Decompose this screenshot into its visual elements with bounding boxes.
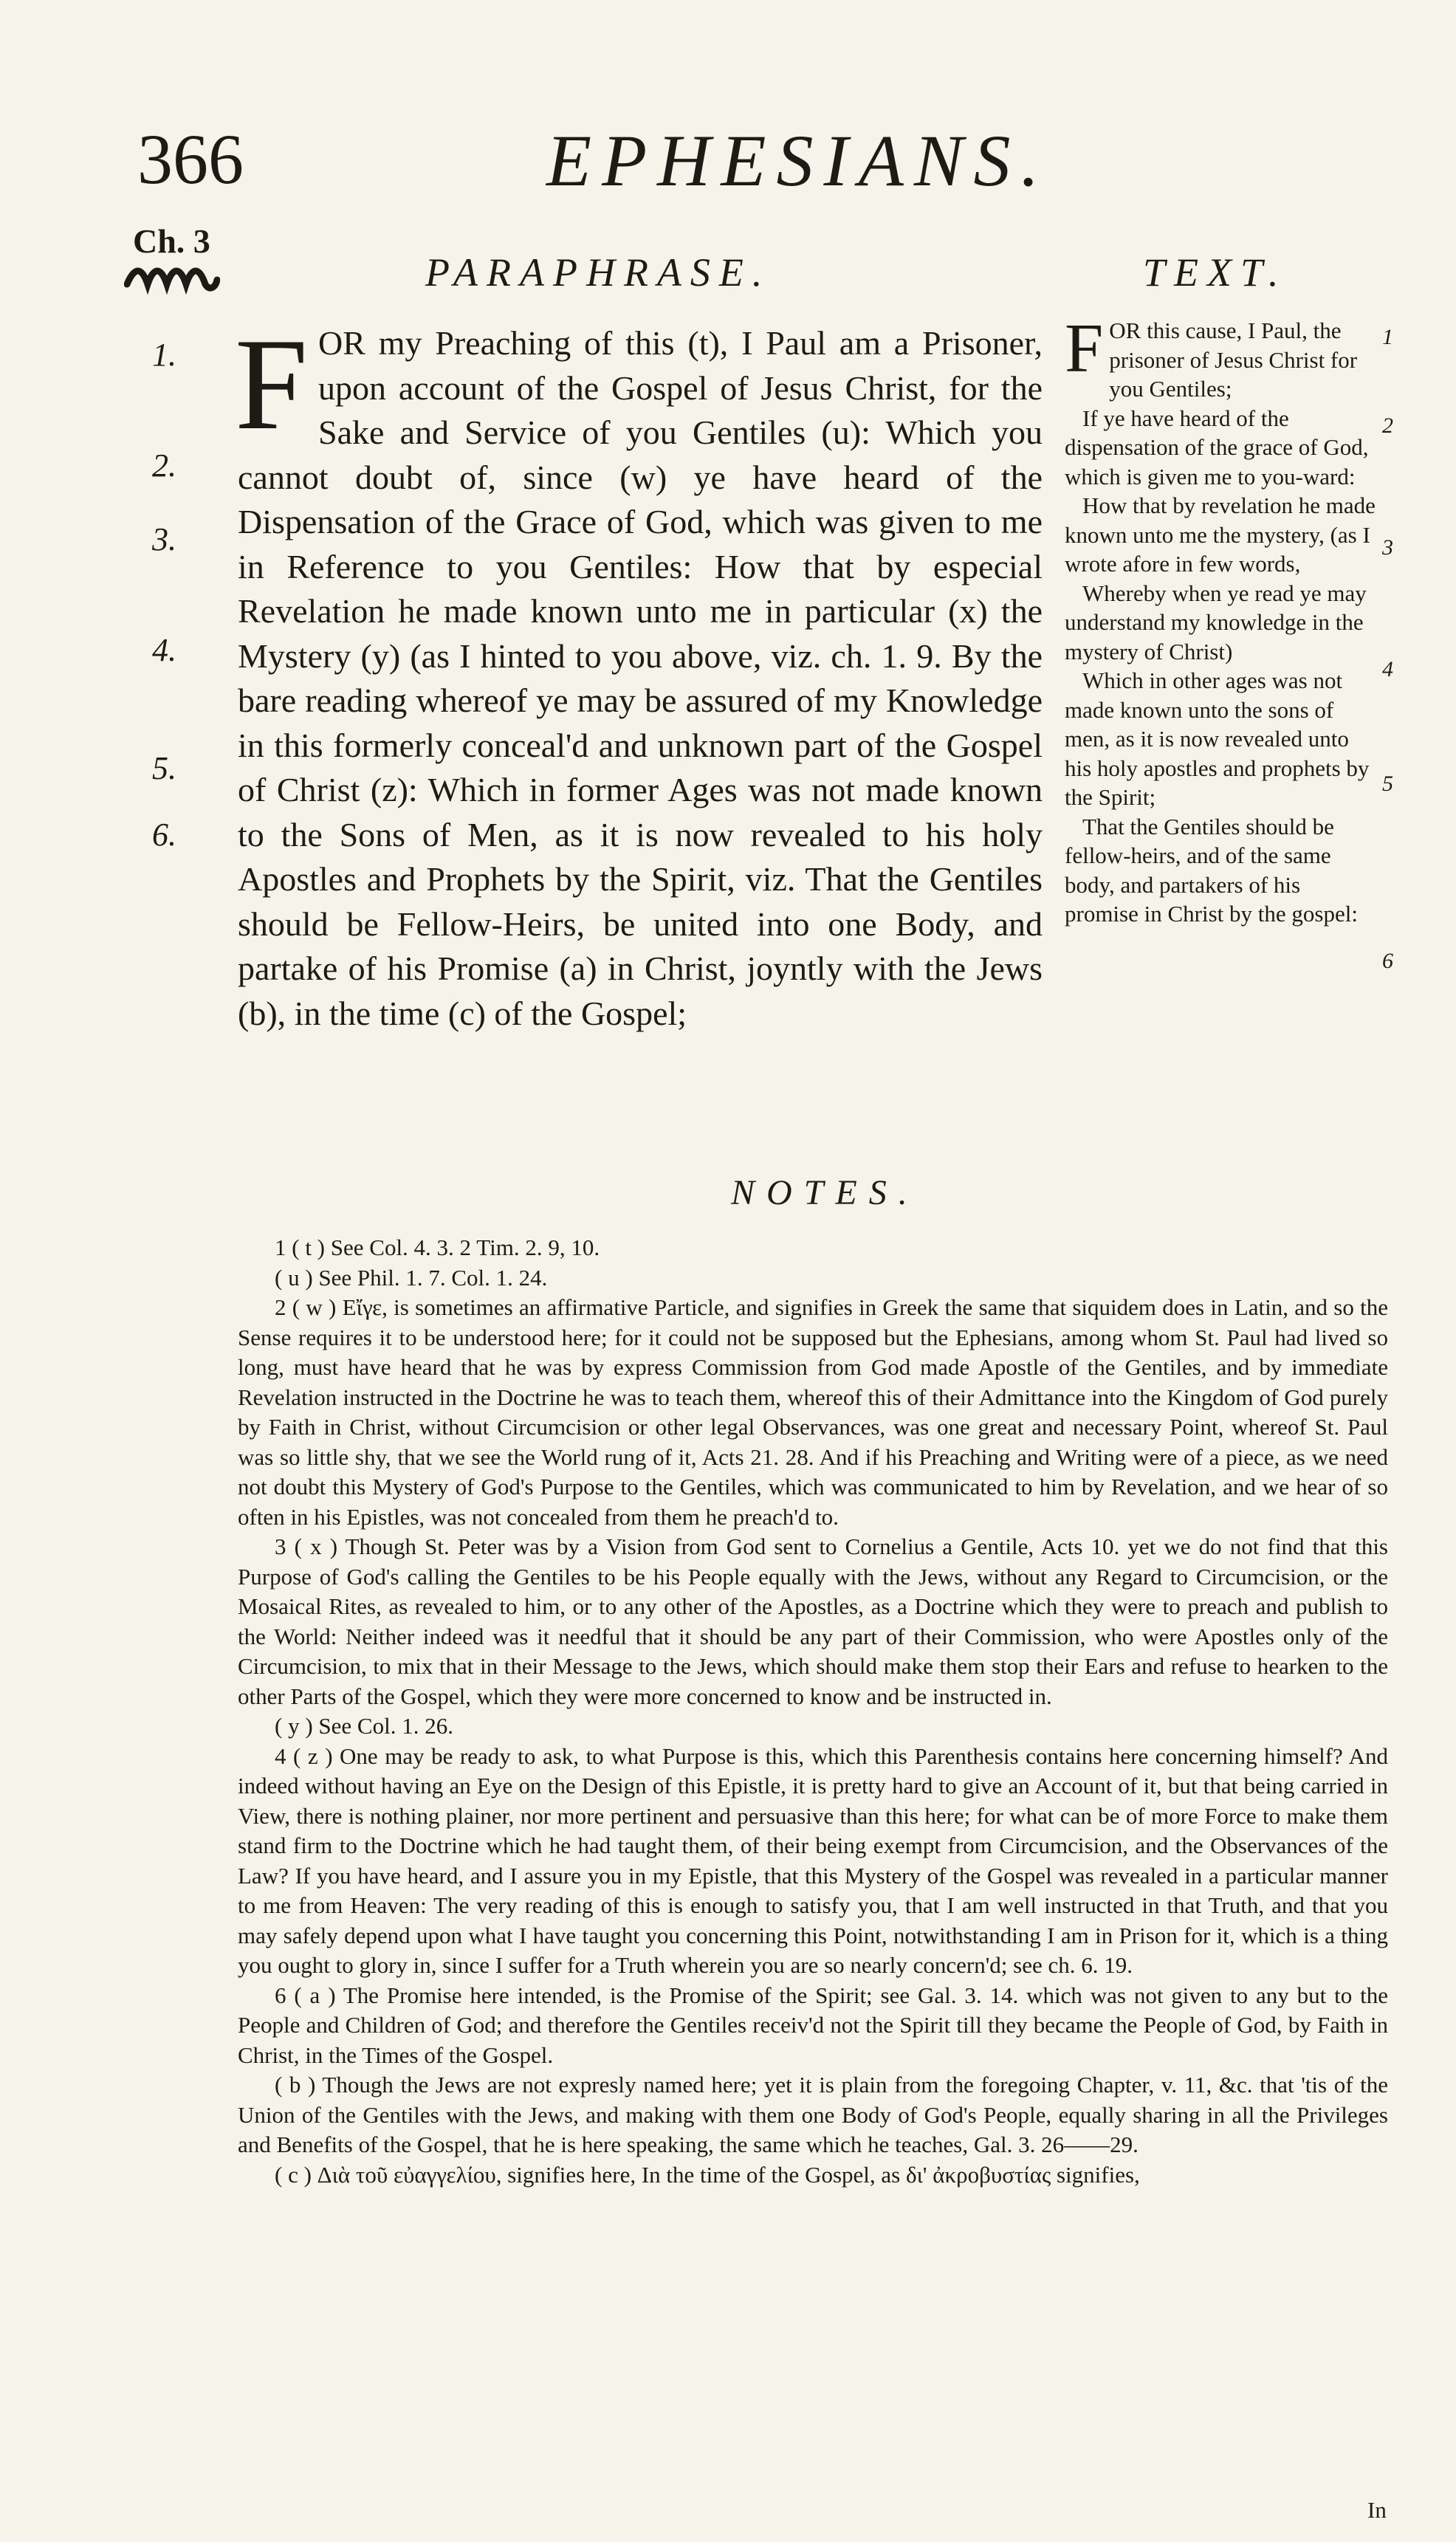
verse-number: 5. (152, 750, 176, 786)
note-item: ( u ) See Phil. 1. 7. Col. 1. 24. (275, 1264, 548, 1291)
note-item: ( c ) Διὰ τοῦ εὐαγγελίου, signifies here, In the time of the Gospel, as δι' ἀκροβυστίας signifies, (275, 2161, 1140, 2188)
text-verse-number: 6 (1382, 949, 1393, 973)
note-item: 1 ( t ) See Col. 4. 3. 2 Tim. 2. 9, 10. (275, 1234, 600, 1260)
paraphrase-column (235, 311, 1043, 1036)
text-verse: How that by revelation he made known unto me the mystery, (as I wrote afore in few words, (1065, 492, 1376, 577)
scripture-text-column (1065, 310, 1378, 929)
note-item: 6 ( a ) The Promise here intended, is the Promise of the Spirit; see Gal. 3. 14. which was not given to any but to the People and Children of God; and therefore the Gentiles receiv'd not the Spirit till they became the People of God, by Faith in Christ, in the Times of the Gospel. (238, 1982, 1388, 2068)
verse-number: 1. (152, 337, 176, 373)
catchword: In (1367, 2497, 1387, 2523)
text-dropcap: F (1065, 310, 1104, 387)
notes-heading: NOTES. (731, 1173, 919, 1212)
verse-number: 4. (152, 632, 176, 668)
note-item: 3 ( x ) Though St. Peter was by a Vision from God sent to Cornelius a Gentile, Acts 10. yet we do not find that this Purpose of God's calling the Gentiles to be his People equally with the Jews, without any Regard to Circumcision, or the Mosaical Rites, as revealed to him, or to any other of the Apostles, as a Doctrine which they were to preach and publish to the World: Neither indeed was it needful that it should be any part of their Commission, who were Apostles only of the Circumcision, to mix that in their Message to the Jews, which should make them stop their Ears and refuse to hearken to the other Parts of the Gospel, which they were more concerned to know and be instructed in. (238, 1533, 1388, 1709)
text-verse-number: 4 (1382, 657, 1393, 681)
verse-number: 6. (152, 817, 176, 853)
text-verse: That the Gentiles should be fellow-heirs, and of the same body, and partakers of his promise in Christ by the gospel: (1065, 813, 1358, 927)
page-number: 366 (137, 120, 244, 199)
note-item: ( y ) See Col. 1. 26. (275, 1713, 453, 1739)
ornament-flourish-icon (124, 262, 220, 296)
text-verse: F OR this cause, I Paul, the prisoner of Jesus Christ for you Gentiles; (1065, 310, 1358, 402)
text-verse-number: 3 (1382, 535, 1393, 560)
text-heading: TEXT. (1143, 250, 1288, 295)
notes-section (238, 1233, 1388, 2190)
text-verse: Which in other ages was not made known unto the sons of men, as it is now revealed unto his holy apostles and prophets by the Spirit; (1065, 667, 1370, 810)
verse-number: 3. (152, 521, 176, 557)
text-verse: Whereby when ye read ye may understand my knowledge in the mystery of Christ) (1065, 580, 1367, 664)
paraphrase-dropcap: F (235, 311, 308, 457)
text-verse: If ye have heard of the dispensation of the grace of God, which is given me to you-ward: (1065, 405, 1369, 489)
running-title: EPHESIANS. (546, 120, 1050, 202)
paraphrase-body: OR my Preaching of this (t), I Paul am a Prisoner, upon account of the Gospel of Jesus Christ, for the Sake and Service of you Gentiles (u): Which you cannot doubt of, since (w) ye have heard of the Dispensation of the Grace of God, which was given to me in Reference to you Gentiles: How that by especial Revelation he made known unto me in particular (x) the Mystery (y) (as I hinted to you above, viz. ch. 1. 9. By the bare reading whereof ye may be assured of my Knowledge in this formerly conceal'd and unknown part of the Gospel of Christ (z): Which in former Ages was not made known to the Sons of Men, as it is now revealed to his holy Apostles and Prophets by the Spirit, viz. That the Gentiles should be Fellow-Heirs, be united into one Body, and partake of his Promise (a) in Christ, joyntly with the Jews (b), in the time (c) of the Gospel; (238, 324, 1043, 1032)
note-item: ( b ) Though the Jews are not expresly named here; yet it is plain from the foregoing Chapter, v. 11, &c. that 'tis of the Union of the Gentiles with the Jews, and making with them one Body of God's People, equally sharing in all the Privileges and Benefits of the Gospel, that he is here speaking, the same which he teaches, Gal. 3. 26——29. (238, 2072, 1388, 2157)
chapter-label: Ch. 3 (133, 222, 210, 260)
note-item: 2 ( w ) Εἴγε, is sometimes an affirmative Particle, and signifies in Greek the same that siquidem does in Latin, and so the Sense requires it to be understood here; for it could not be supposed but the Ephesians, among whom St. Paul had lived so long, must have heard that he was by express Commission from God made Apostle of the Gentiles, and by immediate Revelation instructed in the Doctrine he was to teach them, whereof this of their Admittance into the Kingdom of God purely by Faith in Christ, without Circumcision or other legal Observances, was one great and necessary Point, whereof St. Paul was so little shy, that we see the World rung of it, Acts 21. 28. And if his Preaching and Writing were of a piece, as we need not doubt this Mystery of God's Purpose to the Gentiles, which was communicated to him by Revelation, and we hear of so often in his Epistles, was not concealed from them he preach'd to. (238, 1294, 1388, 1530)
note-item: 4 ( z ) One may be ready to ask, to what Purpose is this, which this Parenthesis contains here concerning himself? And indeed without having an Eye on the Design of this Epistle, it is pretty hard to give an Account of it, but that being carried in View, there is nothing plainer, nor more pertinent and persuasive than this here; for what can be of more Force to make them stand firm to the Doctrine which he had taught them, of their being exempt from Circumcision, and the Observances of the Law? If you have heard, and I assure you in my Epistle, that this Mystery of the Gospel was revealed in a particular manner to me from Heaven: The very reading of this is enough to satisfy you, that I am well instructed in that Truth, and that you may safely depend upon what I have taught you concerning this Point, notwithstanding I am in Prison for it, which is a thing you ought to glory in, since I suffer for a Truth wherein you are so nearly concern'd; see ch. 6. 19. (238, 1742, 1388, 1978)
verse-number: 2. (152, 447, 176, 484)
text-verse-number: 2 (1382, 413, 1393, 438)
text-verse-number: 5 (1382, 772, 1393, 796)
text-verse-number: 1 (1382, 325, 1393, 349)
paraphrase-heading: PARAPHRASE. (425, 250, 772, 295)
